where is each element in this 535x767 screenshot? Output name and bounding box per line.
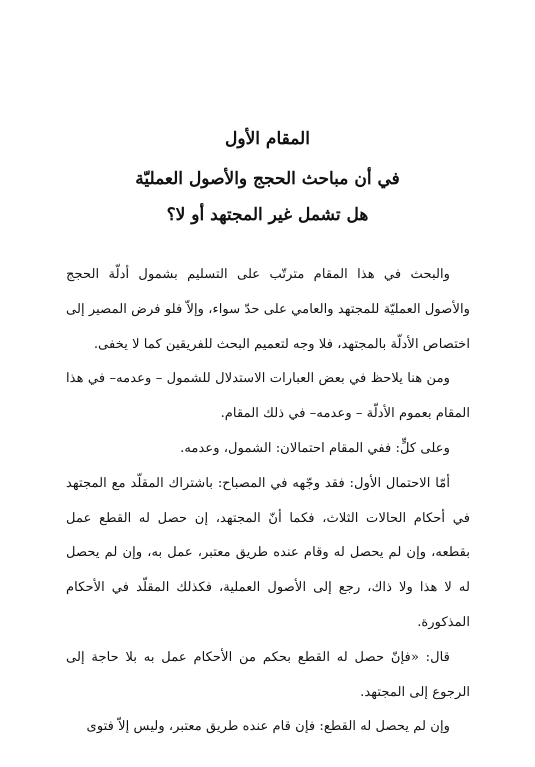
section-subtitle: في أن مباحث الحجج والأصول العمليّة	[135, 169, 400, 189]
section-question: هل تشمل غير المجتهد أو لا؟	[166, 205, 369, 225]
paragraph: والبحث في هذا المقام مترتّب على التسليم بشمول أدلّة الحجج والأصول العمليّة للمجتهد والعامي على حدّ سواء، وإلاّ فلو فرض المصير إلى اختصاص الأدلّة بالمجتهد، فلا وجه لتعميم البحث للفريقين كما لا يخفى.	[66, 267, 470, 352]
paragraph: وعلى كلٍّ: ففي المقام احتمالان: الشمول، وعدمه.	[180, 440, 450, 456]
section-title: المقام الأول	[225, 129, 310, 149]
paragraph: قال: «فإنّ حصل له القطع بحكم من الأحكام عمل به بلا حاجة إلى الرجوع إلى المجتهد.	[66, 649, 470, 700]
body-text	[66, 258, 470, 745]
paragraph: أمّا الاحتمال الأول: فقد وجّهه في المصباح: باشتراك المقلّد مع المجتهد في أحكام الحالات الثلاث، فكما أنّ المجتهد، إن حصل له القطع عمل بقطعه، وإن لم يحصل له وقام عنده طريق معتبر، عمل به، وإن لم يحصل له لا هذا ولا ذاك، رجع إلى الأصول العملية، فكذلك المقلّد في الأحكام المذكورة.	[66, 475, 470, 630]
paragraph: وإن لم يحصل له القطع: فإن قام عنده طريق معتبر، وليس إلاّ فتوى	[86, 719, 450, 735]
paragraph: ومن هنا يلاحظ في بعض العبارات الاستدلال للشمول – وعدمه– في هذا المقام بعموم الأدلّة – وعدمه– في ذلك المقام.	[66, 371, 470, 422]
